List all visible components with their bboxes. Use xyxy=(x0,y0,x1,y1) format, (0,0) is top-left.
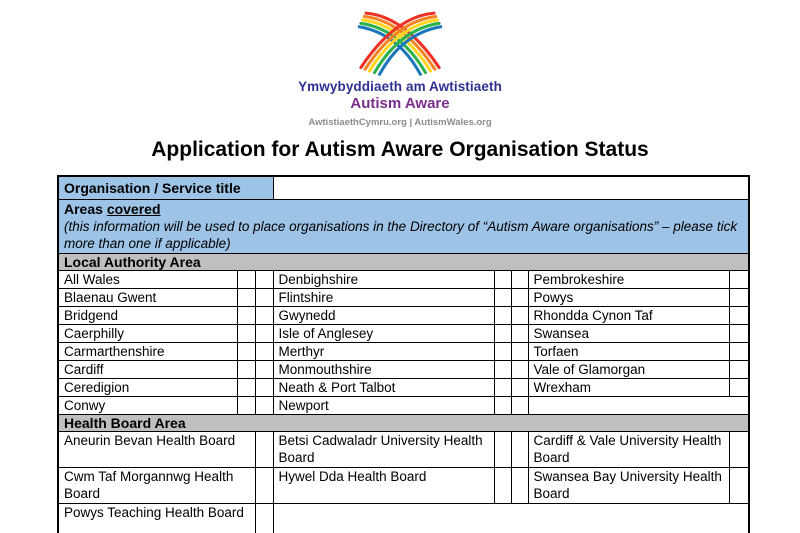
areas-covered-row xyxy=(58,199,749,253)
health-board-label: Aneurin Bevan Health Board xyxy=(58,431,255,467)
table-row xyxy=(58,342,749,360)
health-board-label: Cardiff & Vale University Health Board xyxy=(528,431,729,467)
table-row xyxy=(58,288,749,306)
authority-label: Monmouthshire xyxy=(273,360,494,378)
tick-cell[interactable] xyxy=(237,378,255,396)
spacer-cell xyxy=(255,288,273,306)
table-row xyxy=(58,431,749,467)
health-board-label: Swansea Bay University Health Board xyxy=(528,467,729,503)
spacer-cell xyxy=(511,306,528,324)
spacer-cell xyxy=(255,342,273,360)
health-board-label: Betsi Cadwaladr University Health Board xyxy=(273,431,494,467)
areas-covered-label: Areas covered xyxy=(64,200,161,217)
tick-cell[interactable] xyxy=(494,288,511,306)
local-authority-header-row xyxy=(58,253,749,270)
table-row xyxy=(58,467,749,503)
table-row xyxy=(58,396,749,414)
authority-label: Bridgend xyxy=(58,306,237,324)
authority-label xyxy=(528,396,749,414)
tick-cell[interactable] xyxy=(494,270,511,288)
logo-title-english: Autism Aware xyxy=(350,95,450,112)
tick-cell[interactable] xyxy=(237,306,255,324)
table-row xyxy=(58,270,749,288)
tick-cell[interactable] xyxy=(729,431,749,467)
spacer-cell xyxy=(511,431,528,467)
tick-cell[interactable] xyxy=(255,467,273,503)
tick-cell[interactable] xyxy=(729,342,749,360)
rainbow-x-logo-icon xyxy=(346,8,454,76)
areas-covered-note: (this information will be used to place organisations in the Directory of “Autism Aware organisations” – please tick more than one if applicable) xyxy=(64,218,738,251)
org-title-input[interactable] xyxy=(273,176,749,199)
tick-cell[interactable] xyxy=(494,467,511,503)
spacer-cell xyxy=(255,360,273,378)
tick-cell[interactable] xyxy=(255,431,273,467)
tick-cell[interactable] xyxy=(729,378,749,396)
spacer-cell xyxy=(511,288,528,306)
tick-cell[interactable] xyxy=(494,324,511,342)
tick-cell[interactable] xyxy=(237,288,255,306)
spacer-cell xyxy=(511,270,528,288)
tick-cell[interactable] xyxy=(237,396,255,414)
spacer-cell xyxy=(511,360,528,378)
tick-cell[interactable] xyxy=(237,270,255,288)
spacer-cell xyxy=(255,324,273,342)
tick-cell[interactable] xyxy=(494,431,511,467)
tick-cell[interactable] xyxy=(494,360,511,378)
spacer-cell xyxy=(511,324,528,342)
tick-cell[interactable] xyxy=(494,306,511,324)
authority-label: Cardiff xyxy=(58,360,237,378)
spacer-cell xyxy=(255,378,273,396)
local-authority-header: Local Authority Area xyxy=(58,253,749,270)
spacer-cell xyxy=(511,467,528,503)
spacer-cell xyxy=(511,396,528,414)
authority-label: Ceredigion xyxy=(58,378,237,396)
authority-label: Flintshire xyxy=(273,288,494,306)
authority-label: Isle of Anglesey xyxy=(273,324,494,342)
authority-label: Torfaen xyxy=(528,342,729,360)
application-form-table xyxy=(57,175,750,533)
authority-label: Swansea xyxy=(528,324,729,342)
tick-cell[interactable] xyxy=(255,503,273,533)
table-row xyxy=(58,378,749,396)
org-title-row xyxy=(58,176,749,199)
spacer-cell xyxy=(255,270,273,288)
spacer-cell xyxy=(511,378,528,396)
tick-cell[interactable] xyxy=(494,342,511,360)
authority-label: Vale of Glamorgan xyxy=(528,360,729,378)
tick-cell[interactable] xyxy=(729,360,749,378)
health-board-label: Cwm Taf Morgannwg Health Board xyxy=(58,467,255,503)
authority-label: Powys xyxy=(528,288,729,306)
health-board-label: Powys Teaching Health Board xyxy=(58,503,255,533)
org-title-label: Organisation / Service title xyxy=(58,176,273,199)
health-board-header: Health Board Area xyxy=(58,414,749,431)
authority-label: Newport xyxy=(273,396,494,414)
table-row xyxy=(58,503,749,533)
table-row xyxy=(58,306,749,324)
tick-cell[interactable] xyxy=(494,396,511,414)
authority-label: Caerphilly xyxy=(58,324,237,342)
empty-cell xyxy=(273,503,749,533)
spacer-cell xyxy=(255,306,273,324)
logo-websites: AwtistiaethCymru.org | AutismWales.org xyxy=(308,117,492,128)
authority-label: Rhondda Cynon Taf xyxy=(528,306,729,324)
authority-label: Blaenau Gwent xyxy=(58,288,237,306)
authority-label: Wrexham xyxy=(528,378,729,396)
tick-cell[interactable] xyxy=(237,342,255,360)
tick-cell[interactable] xyxy=(729,288,749,306)
tick-cell[interactable] xyxy=(494,378,511,396)
authority-label: Carmarthenshire xyxy=(58,342,237,360)
tick-cell[interactable] xyxy=(729,467,749,503)
authority-label: Denbighshire xyxy=(273,270,494,288)
tick-cell[interactable] xyxy=(237,360,255,378)
tick-cell[interactable] xyxy=(729,324,749,342)
page-title: Application for Autism Aware Organisation Status xyxy=(151,138,649,161)
tick-cell[interactable] xyxy=(729,306,749,324)
spacer-cell xyxy=(511,342,528,360)
authority-label: Merthyr xyxy=(273,342,494,360)
tick-cell[interactable] xyxy=(237,324,255,342)
health-board-label: Hywel Dda Health Board xyxy=(273,467,494,503)
tick-cell[interactable] xyxy=(729,270,749,288)
spacer-cell xyxy=(255,396,273,414)
table-row xyxy=(58,324,749,342)
authority-label: Conwy xyxy=(58,396,237,414)
authority-label: Gwynedd xyxy=(273,306,494,324)
authority-label: Pembrokeshire xyxy=(528,270,729,288)
health-board-header-row xyxy=(58,414,749,431)
authority-label: Neath & Port Talbot xyxy=(273,378,494,396)
table-row xyxy=(58,360,749,378)
logo-title-welsh: Ymwybyddiaeth am Awtistiaeth xyxy=(298,79,502,94)
autism-aware-logo xyxy=(0,0,800,128)
authority-label: All Wales xyxy=(58,270,237,288)
